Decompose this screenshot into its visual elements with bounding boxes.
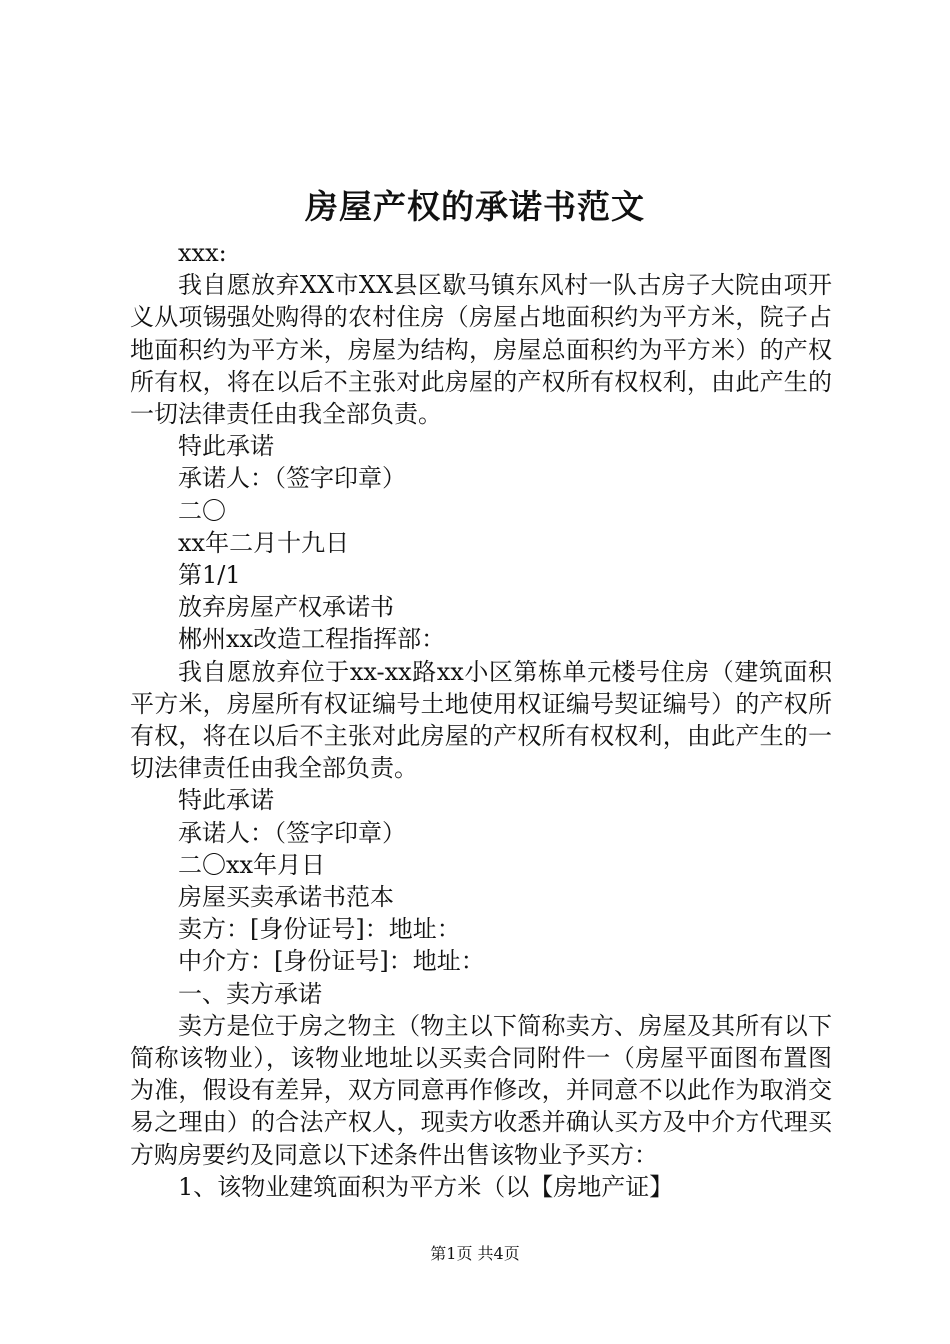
section-heading-sale: 房屋买卖承诺书范本 xyxy=(178,883,394,912)
date-line-2: 二〇xx年月日 xyxy=(178,850,326,879)
page-marker: 第1/1 xyxy=(178,561,241,590)
page-footer: 第1页 共4页 xyxy=(430,1244,520,1263)
clause-1: 1、该物业建筑面积为平方米（以【房地产证】 xyxy=(178,1172,674,1201)
closing-commitment-2: 特此承诺 xyxy=(178,786,274,815)
document-body xyxy=(130,237,832,1203)
clause-heading-seller: 一、卖方承诺 xyxy=(178,979,322,1008)
recipient-line: 郴州xx改造工程指挥部： xyxy=(178,625,446,654)
date-year-line: 二〇 xyxy=(178,496,226,525)
closing-commitment: 特此承诺 xyxy=(178,432,274,461)
paragraph-waiver-apartment: 我自愿放弃位于xx-xx路xx小区第栋单元楼号住房（建筑面积平方米，房屋所有权证编号土地使用权证编号契证编号）的产权所有权，将在以后不主张对此房屋的产权所有权权利，由此产生的一切法律责任由我全部负责。 xyxy=(130,657,832,783)
signer-line: 承诺人：（签字印章） xyxy=(178,464,406,493)
date-line: xx年二月十九日 xyxy=(178,528,350,557)
paragraph-seller-commitment: 卖方是位于房之物主（物主以下简称卖方、房屋及其所有以下简称该物业），该物业地址以买卖合同附件一（房屋平面图布置图为准，假设有差异，双方同意再作修改，并同意不以此作为取消交易之理由）的合法产权人，现卖方收悉并确认买方及中介方代理买方购房要约及同意以下述条件出售该物业予买方： xyxy=(130,1011,832,1169)
section-heading-waiver: 放弃房屋产权承诺书 xyxy=(178,593,394,622)
signer-line-2: 承诺人：（签字印章） xyxy=(178,818,406,847)
salutation: xxx: xyxy=(178,239,227,267)
paragraph-waiver-village-house: 我自愿放弃XX市XX县区歇马镇东风村一队古房子大院由项开义从项锡强处购得的农村住房（房屋占地面积约为平方米，院子占地面积约为平方米，房屋为结构，房屋总面积约为平方米）的产权所有权，将在以后不主张对此房屋的产权所有权权利，由此产生的一切法律责任由我全部负责。 xyxy=(130,271,832,429)
page-title: 房屋产权的承诺书范文 xyxy=(305,187,645,226)
agent-line: 中介方：[身份证号]：地址： xyxy=(178,947,485,976)
seller-line: 卖方：[身份证号]：地址： xyxy=(178,915,461,944)
